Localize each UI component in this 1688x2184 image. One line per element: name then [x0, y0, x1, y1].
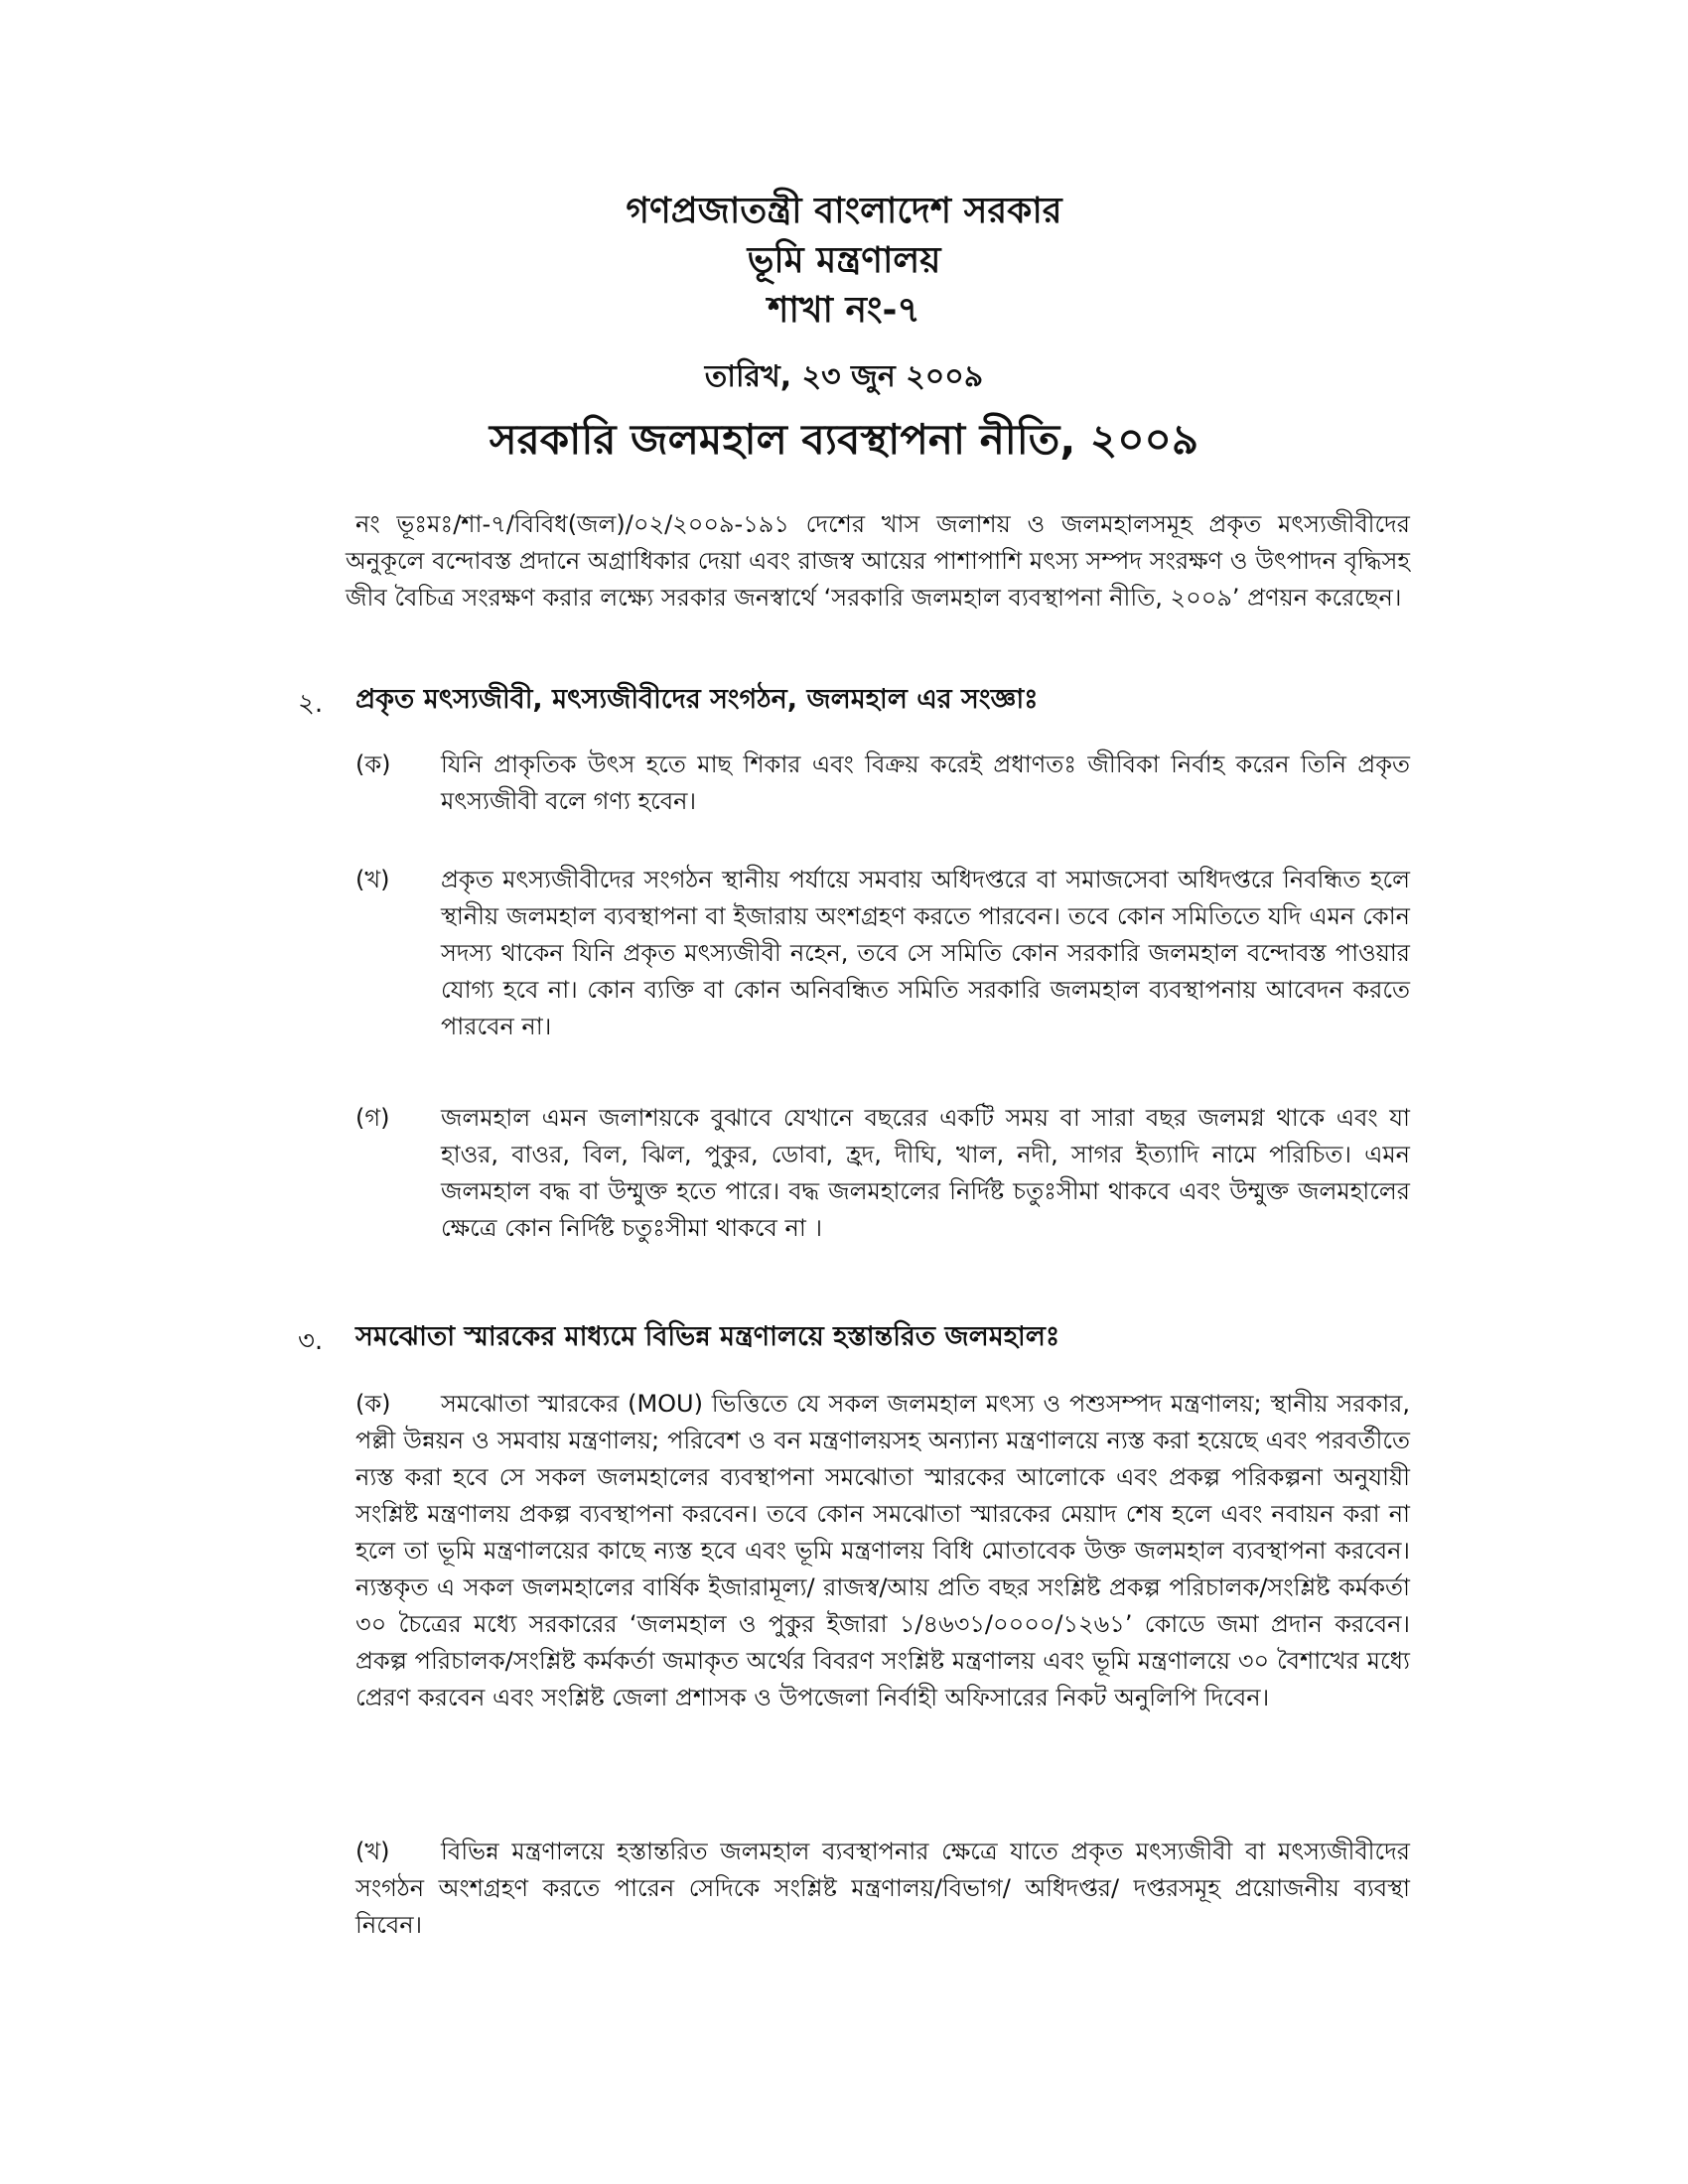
item-marker: (গ): [355, 1104, 390, 1132]
section-2-item-ga: [355, 1100, 1410, 1247]
section-2-heading: প্রকৃত মৎস্যজীবী, মৎস্যজীবীদের সংগঠন, জলমহাল এর সংজ্ঞাঃ: [355, 684, 1039, 715]
item-marker: (খ): [355, 1838, 390, 1865]
government-name: গণপ্রজাতন্ত্রী বাংলাদেশ সরকার: [626, 191, 1062, 231]
item-marker: (খ): [355, 866, 390, 893]
section-2-item-kha: [355, 862, 1410, 1045]
item-text: সমঝোতা স্মারকের (MOU) ভিত্তিতে যে সকল জলমহাল মৎস্য ও পশুসম্পদ মন্ত্রণালয়; স্থানীয় সরকার, পল্লী উন্নয়ন ও সমবায় মন্ত্রণালয়; পরিবেশ ও বন মন্ত্রণালয়সহ অন্যান্য মন্ত্রণালয়ে ন্যস্ত করা হয়েছে এবং পরবর্তীতে ন্যস্ত করা হবে সে সকল জলমহালের ব্যবস্থাপনা সমঝোতা স্মারকের আলোকে এবং প্রকল্প পরিকল্পনা অনুযায়ী সংশ্লিষ্ট মন্ত্রণালয় প্রকল্প ব্যবস্থাপনা করবেন। তবে কোন সমঝোতা স্মারকের মেয়াদ শেষ হলে এবং নবায়ন করা না হলে তা ভূমি মন্ত্রণালয়ের কাছে ন্যস্ত হবে এবং ভূমি মন্ত্রণালয় বিধি মোতাবেক উক্ত জলমহাল ব্যবস্থাপনা করবেন। ন্যস্তকৃত এ সকল জলমহালের বার্ষিক ইজারামূল্য/ রাজস্ব/আয় প্রতি বছর সংশ্লিষ্ট প্রকল্প পরিচালক/সংশ্লিষ্ট কর্মকর্তা ৩০ চৈত্রের মধ্যে সরকারের ‘জলমহাল ও পুকুর ইজারা ১/৪৬৩১/০০০০/১২৬১’ কোডে জমা প্রদান করবেন। প্রকল্প পরিচালক/সংশ্লিষ্ট কর্মকর্তা জমাকৃত অর্থের বিবরণ সংশ্লিষ্ট মন্ত্রণালয় এবং ভূমি মন্ত্রণালয়ে ৩০ বৈশাখের মধ্যে প্রেরণ করবেন এবং সংশ্লিষ্ট জেলা প্রশাসক ও উপজেলা নির্বাহী অফিসারের নিকট অনুলিপি দিবেন।: [355, 1390, 1410, 1711]
section-2-item-ka: [355, 747, 1410, 820]
ministry-name: ভূমি মন্ত্রণালয়: [747, 240, 941, 281]
document-date: তারিখ, ২৩ জুন ২০০৯: [704, 359, 984, 394]
letterhead: [0, 187, 1688, 336]
item-marker: (ক): [355, 1390, 391, 1418]
item-text: প্রকৃত মৎস্যজীবীদের সংগঠন স্থানীয় পর্যায়ে সমবায় অধিদপ্তরে বা সমাজসেবা অধিদপ্তরে নিবন্ধিত হলে স্থানীয় জলমহাল ব্যবস্থাপনা বা ইজারায় অংশগ্রহণ করতে পারবেন। তবে কোন সমিতিতে যদি এমন কোন সদস্য থাকেন যিনি প্রকৃত মৎস্যজীবী নহেন, তবে সে সমিতি কোন সরকারি জলমহাল বন্দোবস্ত পাওয়ার যোগ্য হবে না। কোন ব্যক্তি বা কোন অনিবন্ধিত সমিতি সরকারি জলমহাল ব্যবস্থাপনায় আবেদন করতে পারবেন না।: [441, 866, 1410, 1040]
document-title: সরকারি জলমহাল ব্যবস্থাপনা নীতি, ২০০৯: [489, 415, 1199, 464]
section-3-item-kha: [355, 1834, 1410, 1944]
intro-paragraph: নং ভূঃমঃ/শা-৭/বিবিধ(জল)/০২/২০০৯-১৯১ দেশের খাস জলাশয় ও জলমহালসমূহ প্রকৃত মৎস্যজীবীদের অনুকূলে বন্দোবস্ত প্রদানে অগ্রাধিকার দেয়া এবং রাজস্ব আয়ের পাশাপাশি মৎস্য সম্পদ সংরক্ষণ ও উৎপাদন বৃদ্ধিসহ জীব বৈচিত্র সংরক্ষণ করার লক্ষ্যে সরকার জনস্বার্থে ‘সরকারি জলমহাল ব্যবস্থাপনা নীতি, ২০০৯’ প্রণয়ন করেছেন।: [346, 510, 1410, 612]
item-text: বিভিন্ন মন্ত্রণালয়ে হস্তান্তরিত জলমহাল ব্যবস্থাপনার ক্ষেত্রে যাতে প্রকৃত মৎস্যজীবী বা মৎস্যজীবীদের সংগঠন অংশগ্রহণ করতে পারেন সেদিকে সংশ্লিষ্ট মন্ত্রণালয়/বিভাগ/ অধিদপ্তর/ দপ্তরসমূহ প্রয়োজনীয় ব্যবস্থা নিবেন।: [355, 1838, 1410, 1939]
item-text: জলমহাল এমন জলাশয়কে বুঝাবে যেখানে বছরের একটি সময় বা সারা বছর জলমগ্ন থাকে এবং যা হাওর, বাওর, বিল, ঝিল, পুকুর, ডোবা, হ্রদ, দীঘি, খাল, নদী, সাগর ইত্যাদি নামে পরিচিত। এমন জলমহাল বদ্ধ বা উম্মুক্ত হতে পারে। বদ্ধ জলমহালের নির্দিষ্ট চতুঃসীমা থাকবে এবং উম্মুক্ত জলমহালের ক্ষেত্রে কোন নির্দিষ্ট চতুঃসীমা থাকবে না ।: [441, 1104, 1410, 1242]
section-2-number: ২.: [298, 689, 324, 719]
item-marker: (ক): [355, 751, 391, 778]
item-text: যিনি প্রাকৃতিক উৎস হতে মাছ শিকার এবং বিক্রয় করেই প্রধাণতঃ জীবিকা নির্বাহ করেন তিনি প্রকৃত মৎস্যজীবী বলে গণ্য হবেন।: [441, 751, 1410, 815]
branch-number: শাখা নং-৭: [768, 290, 920, 331]
section-3-heading: সমঝোতা স্মারকের মাধ্যমে বিভিন্ন মন্ত্রণালয়ে হস্তান্তরিত জলমহালঃ: [355, 1321, 1060, 1352]
section-3-item-ka: [355, 1386, 1410, 1716]
section-3-number: ৩.: [298, 1326, 324, 1356]
